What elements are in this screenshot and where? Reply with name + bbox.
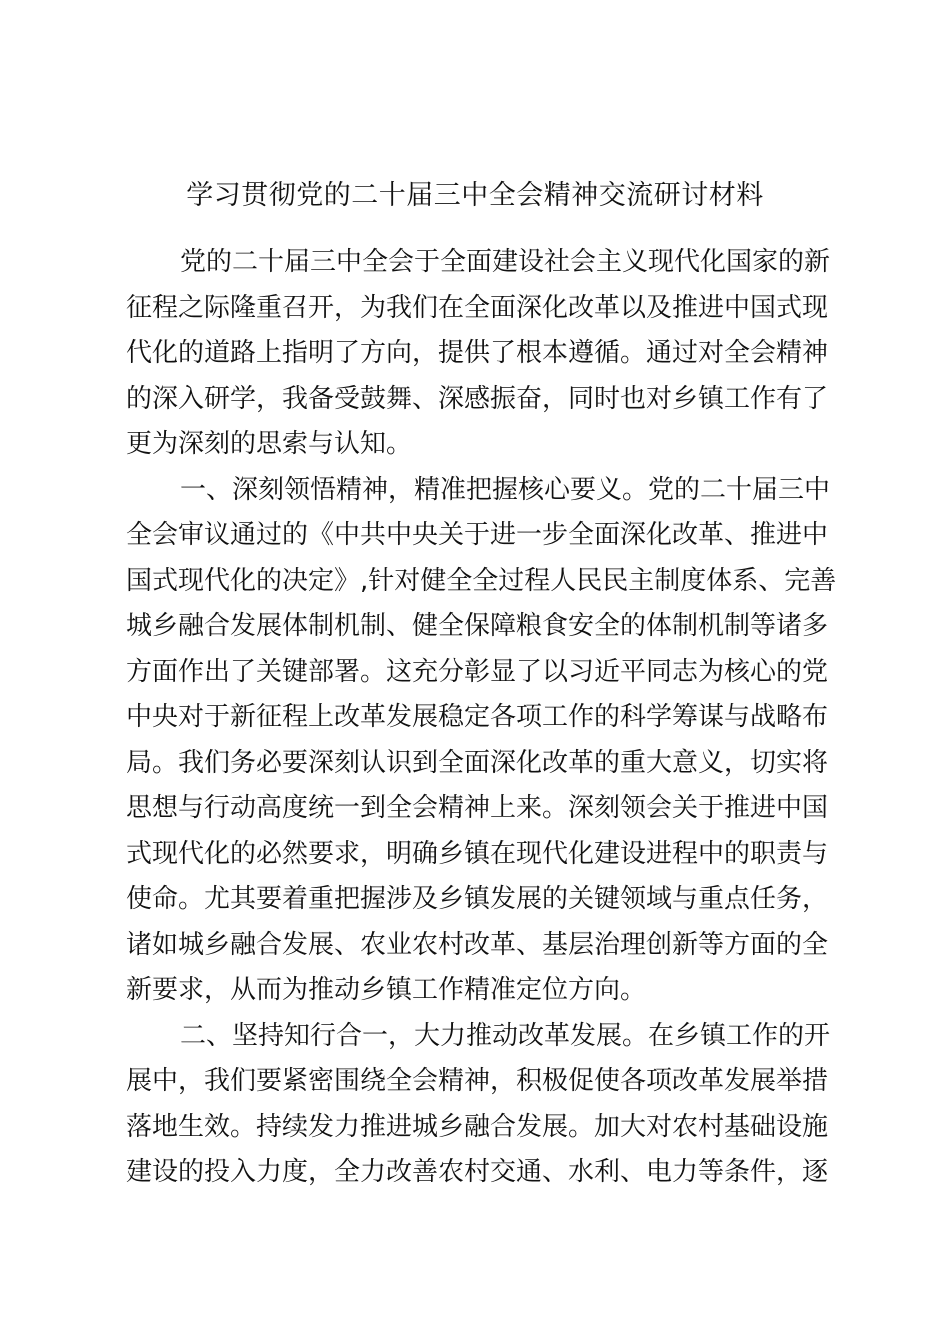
text-line: 思想与行动高度统一到全会精神上来。深刻领会关于推进中国: [126, 793, 829, 823]
text-line: 展中，我们要紧密围绕全会精神，积极促使各项改革发展举措: [126, 1066, 829, 1096]
document-title: 学习贯彻党的二十届三中全会精神交流研讨材料: [186, 180, 764, 211]
text-line: 国式现代化的决定》,针对健全全过程人民民主制度体系、完善: [126, 565, 837, 596]
paragraph-section-1: [126, 468, 837, 1014]
text-line: 的深入研学，我备受鼓舞、深感振奋，同时也对乡镇工作有了: [126, 383, 829, 414]
text-line: 一、深刻领悟精神，精准把握核心要义。党的二十届三中: [180, 474, 831, 505]
paragraph-intro: [126, 240, 831, 468]
text-line: 城乡融合发展体制机制、健全保障粮食安全的体制机制等诸多: [126, 611, 829, 641]
text-line: 方面作出了关键部署。这充分彰显了以习近平同志为核心的党: [126, 656, 829, 687]
text-line: 党的二十届三中全会于全面建设社会主义现代化国家的新: [180, 247, 831, 277]
text-line: 建设的投入力度，全力改善农村交通、水利、电力等条件，逐: [126, 1157, 829, 1187]
paragraph-section-2: [126, 1014, 831, 1196]
text-line: 局。我们务必要深刻认识到全面深化改革的重大意义，切实将: [126, 747, 829, 778]
text-line: 中央对于新征程上改革发展稳定各项工作的科学筹谋与战略布: [126, 702, 829, 732]
text-line: 诸如城乡融合发展、农业农村改革、基层治理创新等方面的全: [126, 929, 829, 960]
document-body: [126, 240, 837, 1196]
text-line: 征程之际隆重召开，为我们在全面深化改革以及推进中国式现: [126, 292, 829, 323]
text-line: 使命。尤其要着重把握涉及乡镇发展的关键领域与重点任务，: [126, 884, 829, 914]
text-line: 新要求，从而为推动乡镇工作精准定位方向。: [126, 975, 647, 1005]
text-line: 全会审议通过的《中共中央关于进一步全面深化改革、推进中: [126, 520, 829, 550]
text-line: 式现代化的必然要求，明确乡镇在现代化建设进程中的职责与: [126, 838, 829, 869]
text-line: 二、坚持知行合一，大力推动改革发展。在乡镇工作的开: [180, 1020, 831, 1051]
text-line: 落地生效。持续发力推进城乡融合发展。加大对农村基础设施: [126, 1111, 829, 1142]
text-line: 更为深刻的思索与认知。: [126, 429, 413, 459]
text-line: 代化的道路上指明了方向，提供了根本遵循。通过对全会精神: [126, 338, 829, 368]
